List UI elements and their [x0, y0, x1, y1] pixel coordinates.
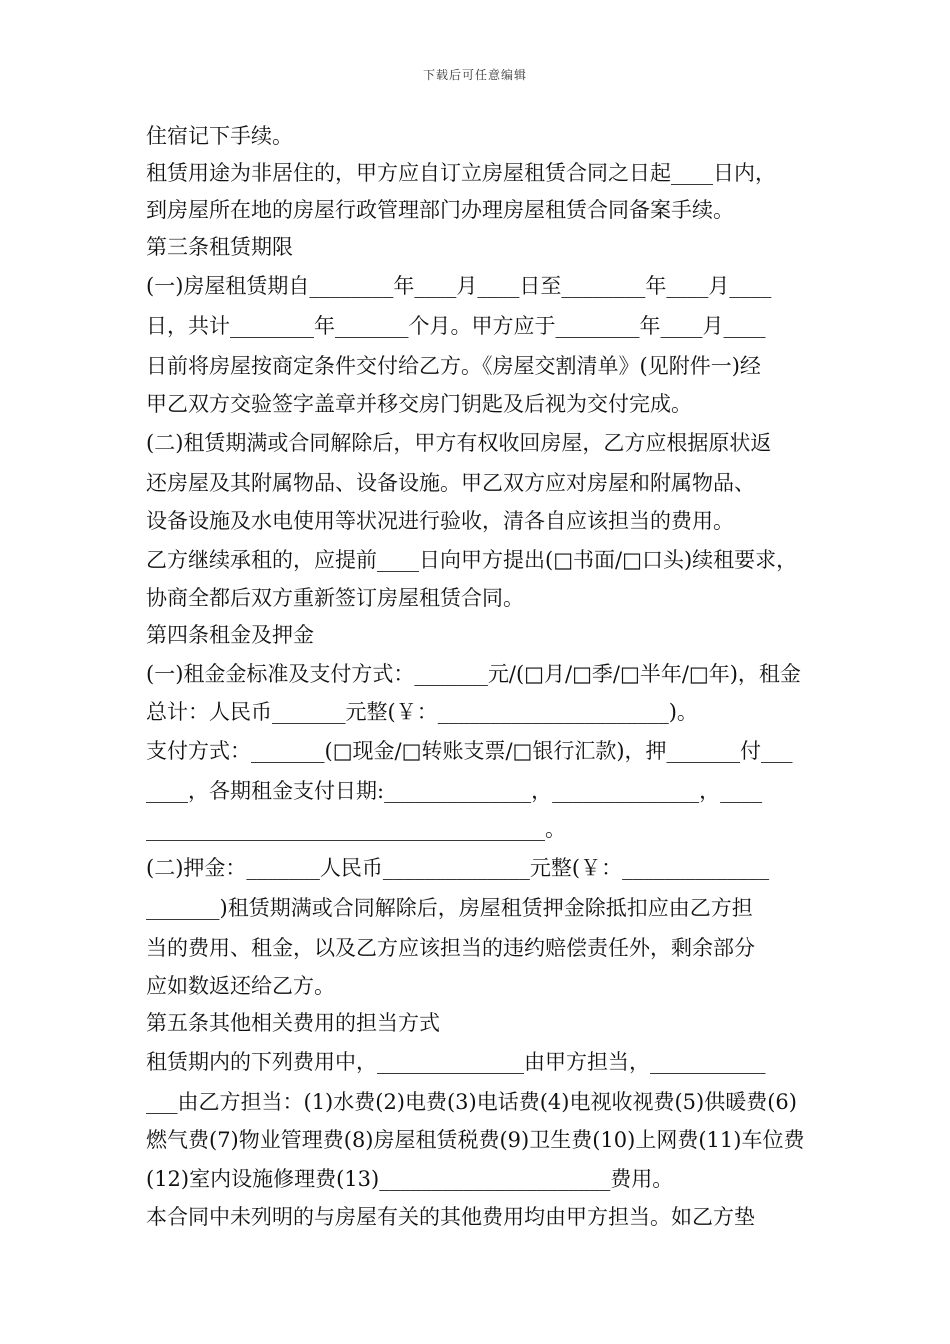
document-body — [146, 118, 818, 1236]
document-line: 租赁用途为非居住的，甲方应自订立房屋租赁合同之日起____日内， — [146, 161, 776, 185]
document-line: ____，各期租金支付日期:______________，______________，____ — [146, 779, 763, 803]
document-line: 租赁期内的下列费用中，______________由甲方担当，___________ — [146, 1050, 766, 1074]
document-line: 第四条租金及押金 — [146, 623, 314, 647]
document-line: 第三条租赁期限 — [146, 235, 293, 259]
document-line: 协商全都后双方重新签订房屋租赁合同。 — [146, 586, 524, 610]
document-line: 日，共计________年_______个月。甲方应于________年____月____ — [146, 314, 766, 338]
document-line: 还房屋及其附属物品、设备设施。甲乙双方应对房屋和附属物品、 — [146, 471, 755, 495]
document-line: 设备设施及水电使用等状况进行验收，清各自应该担当的费用。 — [146, 509, 734, 533]
document-line: (一)租金金标准及支付方式：_______元/(□月/□季/□半年/□年)，租金 — [146, 662, 801, 686]
document-line: 到房屋所在地的房屋行政管理部门办理房屋租赁合同备案手续。 — [146, 198, 734, 222]
document-line: 日前将房屋按商定条件交付给乙方。《房屋交割清单》(见附件一)经 — [146, 354, 761, 378]
document-line: 应如数返还给乙方。 — [146, 974, 335, 998]
document-line: 乙方继续承租的，应提前____日向甲方提出(□书面/□口头)续租要求， — [146, 548, 798, 572]
document-line: 本合同中未列明的与房屋有关的其他费用均由甲方担当。如乙方垫 — [146, 1205, 755, 1229]
page-header: 下载后可任意编辑 — [422, 68, 527, 82]
document-line: ___由乙方担当：(1)水费(2)电费(3)电话费(4)电视收视费(5)供暖费(6) — [146, 1090, 797, 1114]
document-line: 支付方式：_______(□现金/□转账支票/□银行汇款)，押_______付___ — [146, 739, 793, 763]
document-line: 甲乙双方交验签字盖章并移交房门钥匙及后视为交付完成。 — [146, 392, 692, 416]
document-line: 总计：人民币_______元整(￥：______________________)。 — [146, 700, 698, 724]
document-line: 第五条其他相关费用的担当方式 — [146, 1011, 440, 1035]
document-line: 当的费用、租金，以及乙方应该担当的违约赔偿责任外，剩余部分 — [146, 936, 755, 960]
document-line: 住宿记下手续。 — [146, 124, 293, 148]
document-line: _______)租赁期满或合同解除后，房屋租赁押金除抵扣应由乙方担 — [146, 896, 753, 920]
document-line: (12)室内设施修理费(13)______________________费用。 — [146, 1167, 674, 1191]
document-line: ______________________________________。 — [146, 817, 566, 841]
document-line: (二)租赁期满或合同解除后，甲方有权收回房屋，乙方应根据原状返 — [146, 431, 772, 455]
document-line: (一)房屋租赁期自________年____月____日至________年____月____ — [146, 274, 772, 298]
document-line: 燃气费(7)物业管理费(8)房屋租赁税费(9)卫生费(10)上网费(11)车位费 — [146, 1128, 805, 1152]
document-line: (二)押金：_______人民币______________元整(￥：______________ — [146, 856, 770, 880]
